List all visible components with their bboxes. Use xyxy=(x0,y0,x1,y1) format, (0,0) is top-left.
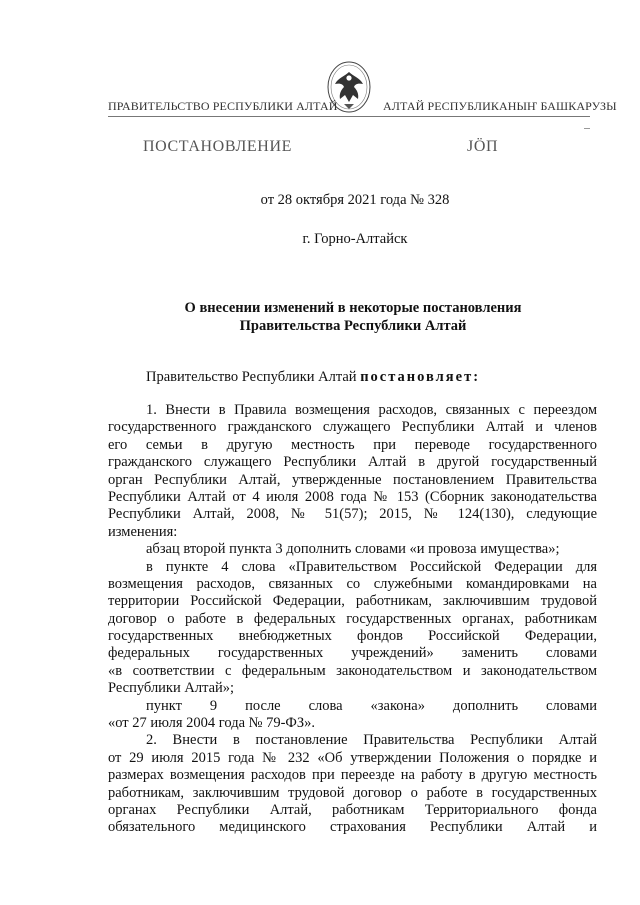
body-line: пункт 9 после слова «закона» дополнить словами xyxy=(146,697,597,714)
body-line: органах Республики Алтай, работникам Территориального фонда xyxy=(108,801,597,818)
title-line: О внесении изменений в некоторые постановления xyxy=(184,300,522,316)
body-line: орган Республики Алтай, утвержденные постановлением Правительства xyxy=(108,471,597,488)
decree-statement xyxy=(146,369,480,386)
body-line: федеральных государственных учреждений» заменить словами xyxy=(108,645,597,662)
body-line: 2. Внести в постановление Правительства Республики Алтай xyxy=(146,732,597,749)
body-line: 1. Внести в Правила возмещения расходов, связанных с переездом xyxy=(146,402,597,418)
decree-prefix: Правительство Республики Алтай xyxy=(146,369,357,385)
doc-type-ru: ПОСТАНОВЛЕНИЕ xyxy=(143,138,292,155)
body-line: «в соответствии с федеральным законодательством и законодательством xyxy=(108,662,597,679)
body-line: абзац второй пункта 3 дополнить словами «и провоза имущества»; xyxy=(146,541,560,558)
body-line: обязательного медицинского страхования Республики Алтай и xyxy=(108,819,597,836)
doc-type-alt: ЈӦП xyxy=(467,138,499,155)
body-line: «от 27 июля 2004 года № 79-ФЗ». xyxy=(108,715,316,732)
body-line: его семьи в другую местность при переводе государственного xyxy=(108,436,597,453)
body-line: в пункте 4 слова «Правительством Российской Федерации для xyxy=(146,558,597,575)
body-line: изменения: xyxy=(108,523,178,540)
body-line: государственных внебюджетных фондов Российской Федерации, xyxy=(108,628,597,645)
body-line: договор о работе в федеральных государственных органах, работникам xyxy=(108,610,597,627)
title-line: Правительства Республики Алтай xyxy=(239,317,467,334)
body-line: Республики Алтай от 4 июля 2008 года № 153 (Сборник законодательства xyxy=(108,488,597,505)
document-body xyxy=(108,402,597,837)
body-line: государственного гражданского служащего Республики Алтай и членов xyxy=(108,419,597,436)
body-line: территории Российской Федерации, работникам, заключившим трудовой xyxy=(108,593,597,610)
body-line: размерах возмещения расходов при переезде на работу в другую местность xyxy=(108,767,597,784)
document-title xyxy=(108,300,598,335)
header-org-name-alt: АЛТАЙ РЕСПУБЛИКАНЫҤ БАШКАРУЗЫ xyxy=(383,99,617,113)
document-city: г. Горно-Алтайск xyxy=(302,231,408,247)
body-line: возмещения расходов, связанных со служебными командировками на xyxy=(108,575,597,592)
header-divider xyxy=(108,116,590,117)
header-org-name-ru: ПРАВИТЕЛЬСТВО РЕСПУБЛИКИ АЛТАЙ xyxy=(108,99,338,113)
decree-word: постановляет: xyxy=(360,369,481,385)
body-line: Республики Алтай»; xyxy=(108,680,235,697)
body-line: от 29 июля 2015 года № 232 «Об утверждении Положения о порядке и xyxy=(108,749,597,766)
document-date-number: от 28 октября 2021 года № 328 xyxy=(260,192,450,208)
body-line: работникам, заключившим трудовой договор о работе в государственных xyxy=(108,784,597,801)
header-divider-mark xyxy=(584,128,590,129)
body-line: гражданского служащего Республики Алтай в другой государственный xyxy=(108,454,597,471)
body-line: Республики Алтай, 2008, № 51(57); 2015, № 124(130), следующие xyxy=(108,506,597,523)
